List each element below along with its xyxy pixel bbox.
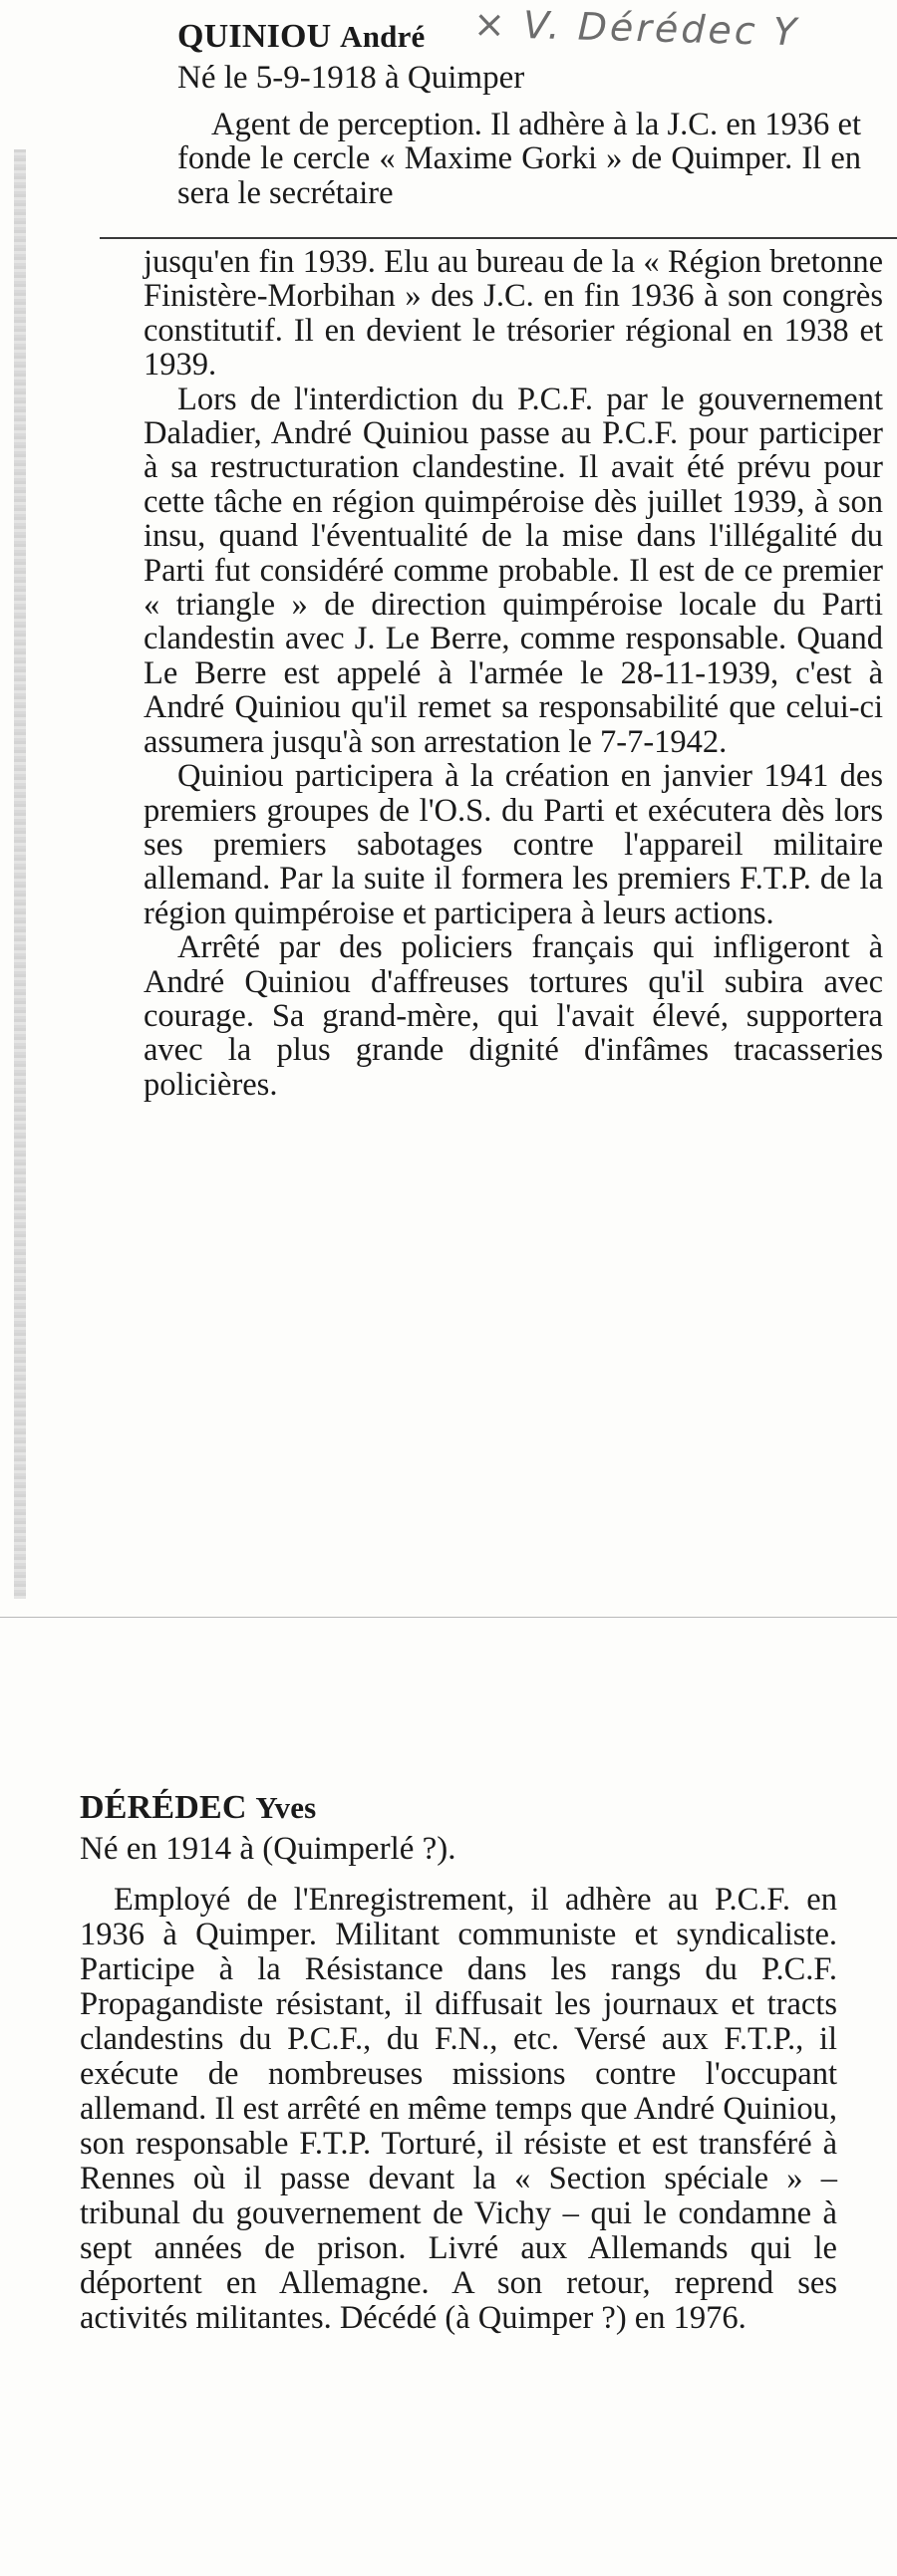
paragraph: Arrêté par des policiers français qui infligeront à André Quiniou d'affreuses tortures qu'il subira avec courage. Sa grand-mère, qui l'avait élevé, supportera avec la plus grande dignité d'infâmes tracasseries policières. <box>144 929 883 1103</box>
paragraph: jusqu'en fin 1939. Elu au bureau de la « Région bretonne Finistère-Morbihan » des J.C. en fin 1936 à son congrès constitutif. Il en devient le trésorier régional en 1938 et 1939. <box>144 244 883 384</box>
paragraph: Employé de l'Enregistrement, il adhère au P.C.F. en 1936 à Quimper. Militant communiste et syndicaliste. Participe à la Résistance dans les rangs du P.C.F. Propagandiste résistant, il diffusait les journaux et tracts clandestins du P.C.F., du F.N., etc. Versé aux F.T.P., il exécute de nombreuses missions contre l'occupant allemand. Il est arrêté en même temps que André Quiniou, son responsable F.T.P. Torturé, il résiste et est transféré à Rennes où il passe devant la « Section spéciale » – tribunal du gouvernement de Vichy – qui le condamne à sept années de prison. Livré aux Allemands qui le déportent en Allemagne. A son retour, reprend ses activités militantes. Décédé (à Quimper ?) en 1976. <box>80 1882 837 2336</box>
entry-given-name: André <box>340 19 426 54</box>
entry-heading <box>80 1789 316 1827</box>
entry-surname: QUINIOU <box>177 18 332 55</box>
paragraph: Agent de perception. Il adhère à la J.C. en 1936 et fonde le cercle « Maxime Gorki » de Quimper. Il en sera le secrétaire <box>177 107 861 211</box>
entry-body <box>144 245 883 1102</box>
clipping-border <box>0 1617 897 1618</box>
entry-paragraph-intro <box>177 108 861 210</box>
handwritten-annotation: × V. Dérédec Y <box>472 1 800 55</box>
entry-deredec <box>0 1773 897 2570</box>
entry-given-name: Yves <box>255 1790 317 1825</box>
entry-surname: DÉRÉDEC <box>80 1789 247 1826</box>
column-divider <box>100 237 897 239</box>
entry-heading <box>177 18 426 56</box>
paragraph: Lors de l'interdiction du P.C.F. par le gouvernement Daladier, André Quiniou passe au P.C.F. pour participer à sa restructuration clandestine. Il avait été prévu pour cette tâche en région quimpéroise dès juillet 1939, à son insu, quand l'éventualité de la mise dans l'illégalité du Parti fut considéré comme probable. Il est de ce premier « triangle » de direction quimpéroise locale du Parti clandestin avec J. Le Berre, comme responsable. Quand Le Berre est appelé à l'armée le 28-11-1939, c'est à André Quiniou qu'il remet sa responsabilité que celui-ci assumera jusqu'à son arrestation le 7-7-1942. <box>144 381 883 760</box>
entry-birth: Né le 5-9-1918 à Quimper <box>177 60 525 96</box>
entry-body <box>80 1883 837 2336</box>
paragraph: Quiniou participera à la création en janvier 1941 des premiers groupes de l'O.S. du Parti et exécutera dès lors ses premiers sabotages contre l'appareil militaire allemand. Par la suite il formera les premiers F.T.P. de la région quimpéroise et participera à leurs actions. <box>144 758 883 931</box>
entry-birth: Né en 1914 à (Quimperlé ?). <box>80 1831 456 1867</box>
